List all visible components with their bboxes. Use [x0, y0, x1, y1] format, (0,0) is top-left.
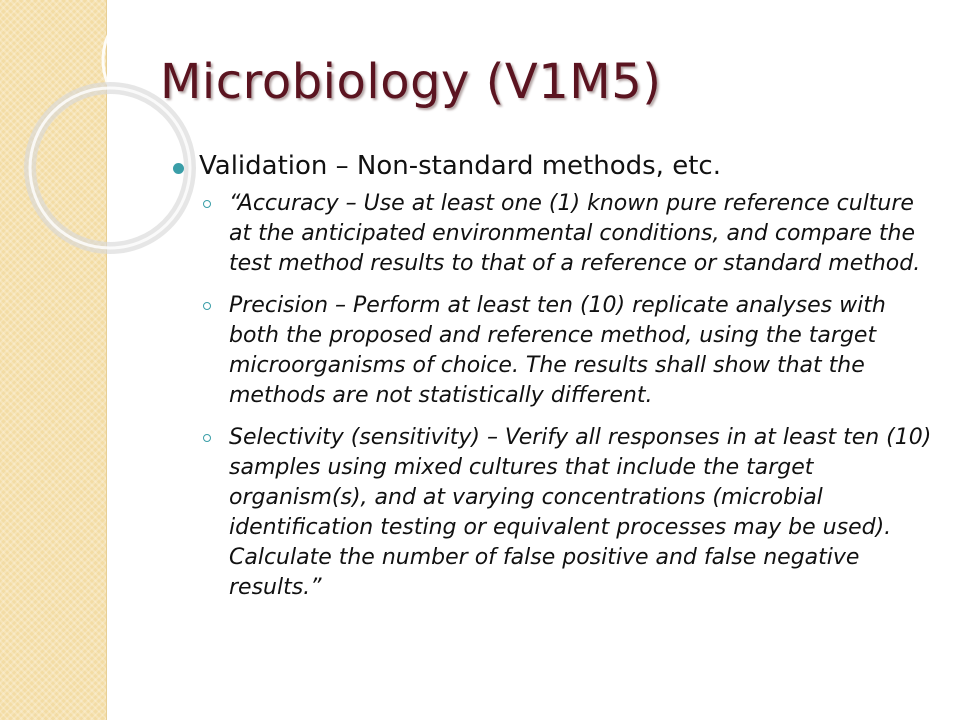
ring-bullet-icon: [203, 200, 211, 208]
ring-bullet-icon: [203, 434, 211, 442]
bullet-dot-icon: [173, 163, 184, 174]
slide-title: Microbiology (V1M5): [160, 54, 662, 110]
slide-content: [173, 150, 933, 615]
ring-bullet-icon: [203, 302, 211, 310]
main-bullet: [173, 150, 933, 183]
sub-bullet-precision: [173, 291, 933, 411]
sub-bullet-accuracy: [173, 189, 933, 279]
main-bullet-text: Validation – Non-standard methods, etc.: [199, 151, 721, 181]
sub-bullet-text: Selectivity (sensitivity) – Verify all responses in at least ten (10) samples using mixed cultures that include the target organism(s), and at varying concentrations (microbial identification testing or equivalent processes may be used). Calculate the number of false positive and false negative results.”: [229, 424, 932, 600]
sub-bullet-selectivity: [173, 423, 933, 603]
sub-bullet-text: Precision – Perform at least ten (10) replicate analyses with both the proposed and reference method, using the target microorganisms of choice. The results shall show that the methods are not statistically different.: [229, 292, 886, 408]
sub-bullet-text: “Accuracy – Use at least one (1) known pure reference culture at the anticipated environmental conditions, and compare the test method results to that of a reference or standard method.: [229, 190, 921, 276]
sub-bullet-list: [173, 189, 933, 603]
